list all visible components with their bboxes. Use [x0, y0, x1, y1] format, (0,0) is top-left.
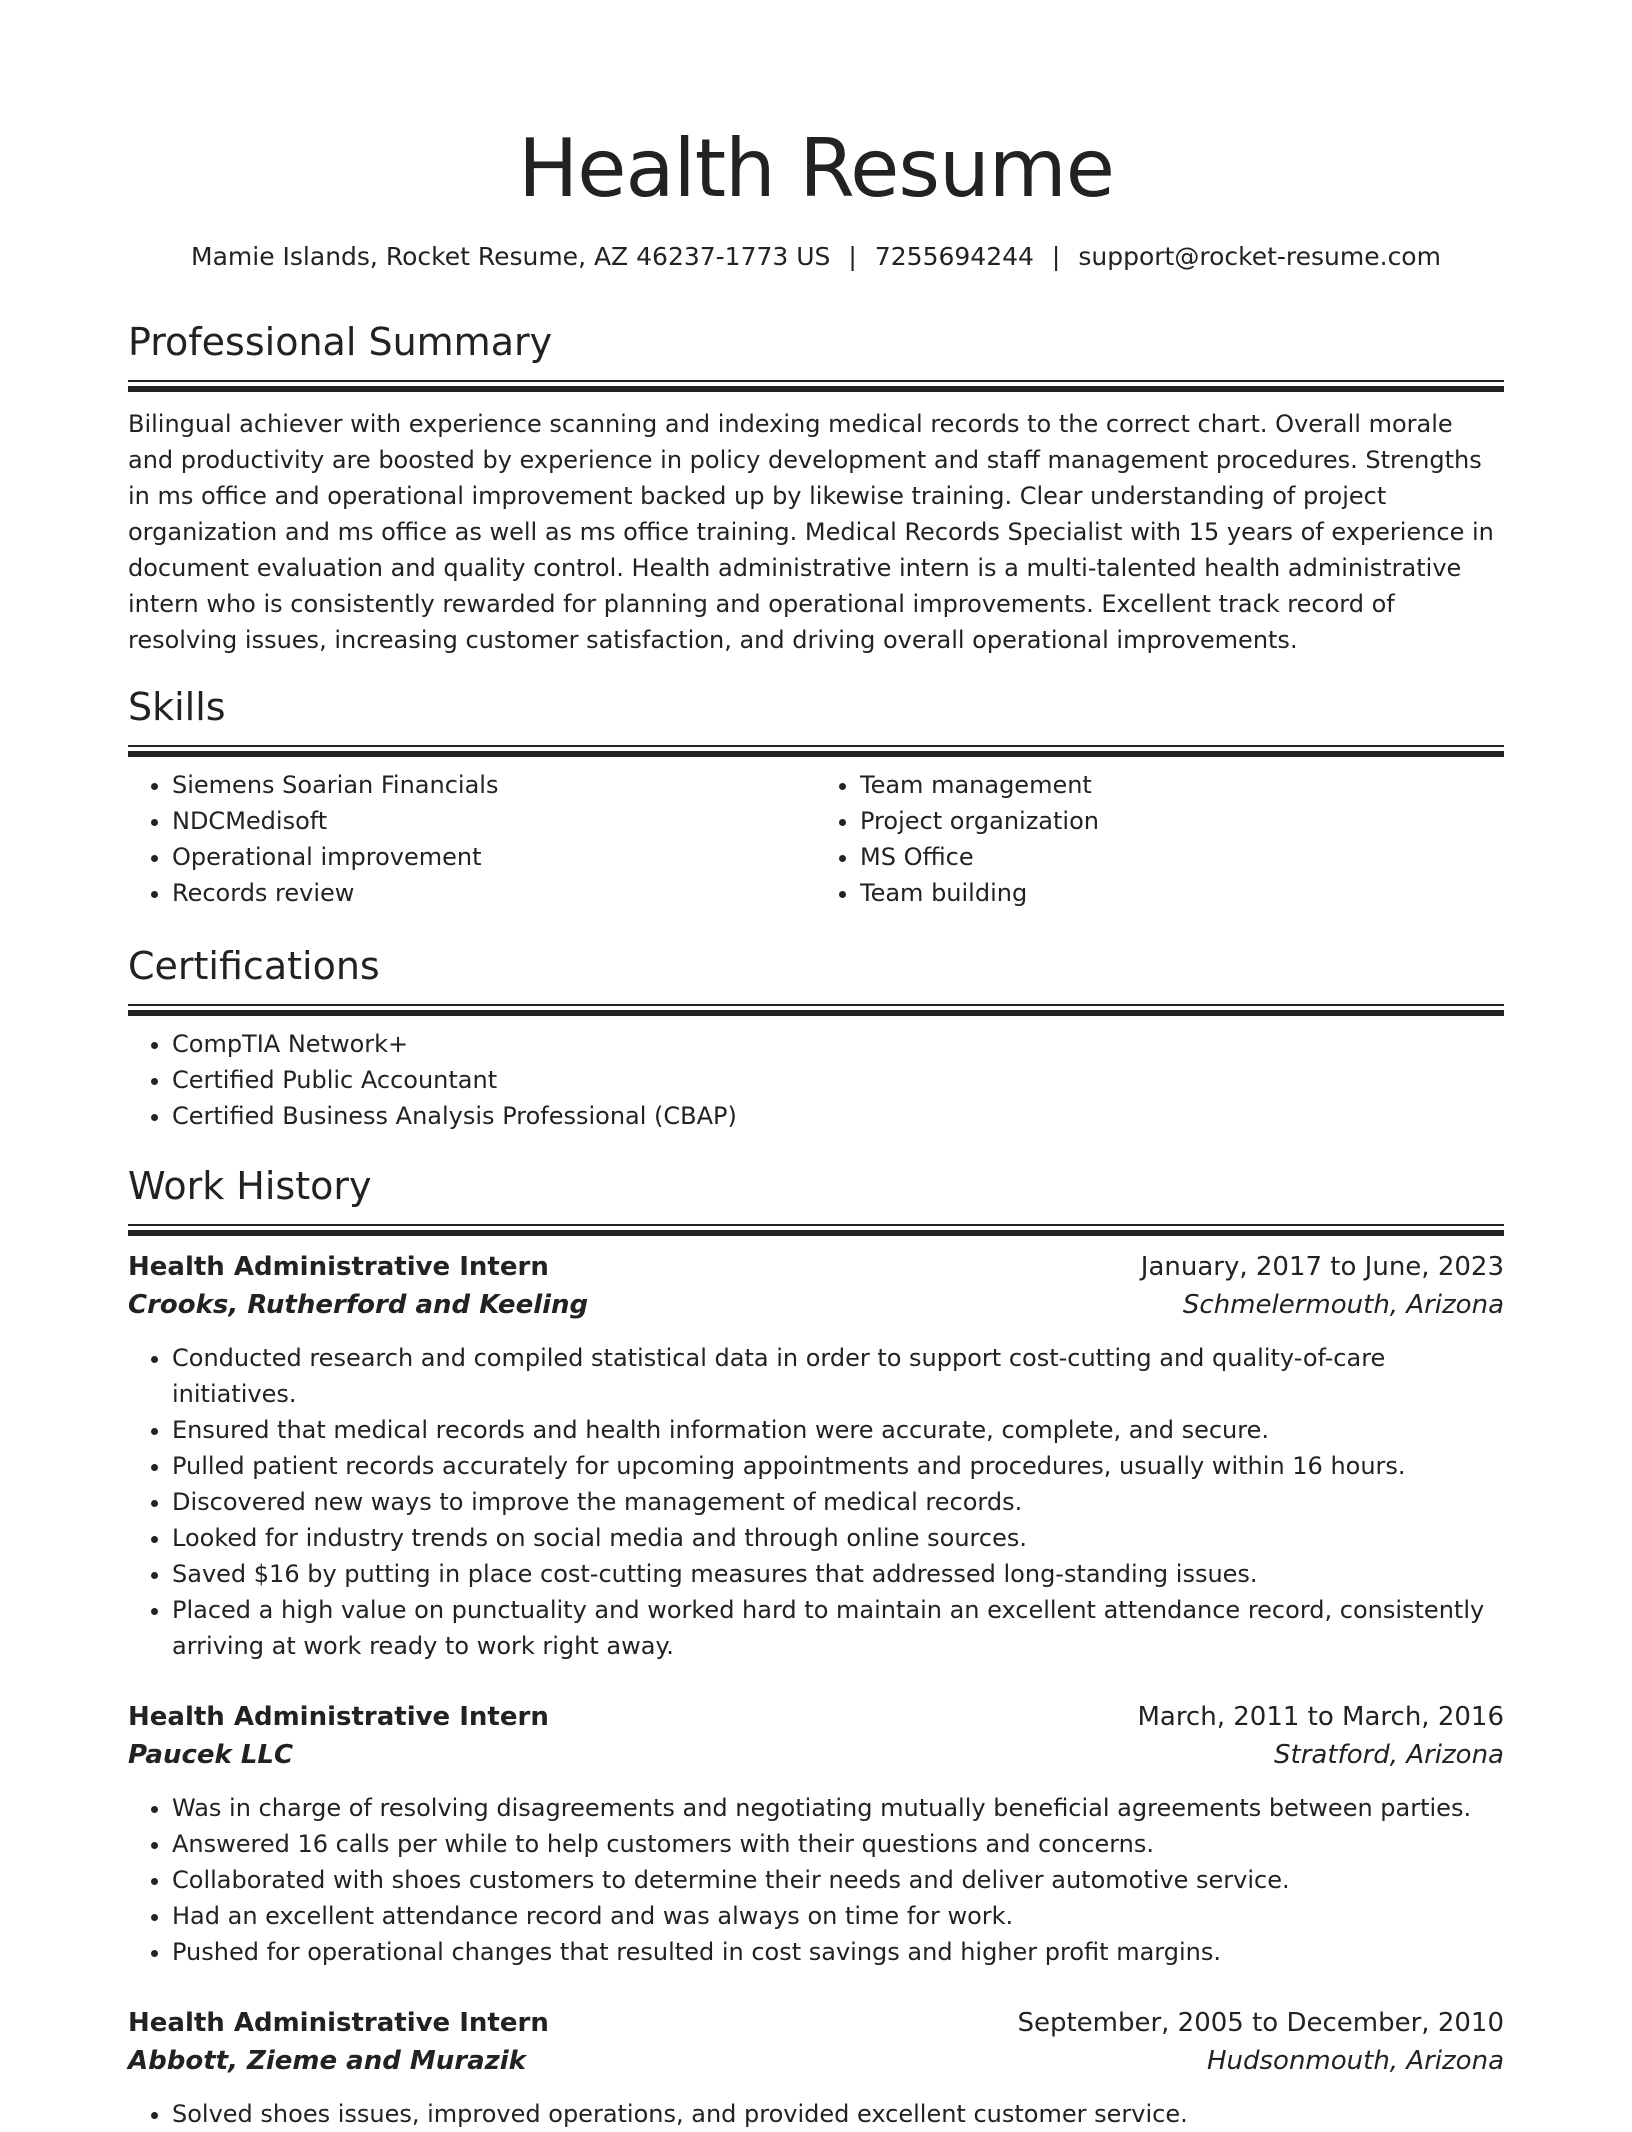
job-subheader [128, 1286, 1504, 1324]
job-bullet: • Collaborated with shoes customers to determine their needs and deliver automotive service. [172, 1862, 1504, 1898]
certification-item: • CompTIA Network+ [172, 1026, 1504, 1062]
section-divider [128, 380, 1504, 390]
section-divider [128, 1224, 1504, 1234]
job-bullet: • Ensured that medical records and health information were accurate, complete, and secure. [172, 1412, 1504, 1448]
resume-title: Health Resume [518, 122, 1114, 215]
skills-section [128, 683, 1504, 911]
skill-item: • Project organization [860, 803, 1504, 839]
job-entry [128, 1248, 1504, 1664]
resume-content [128, 0, 1504, 2128]
contact-address: Mamie Islands, Rocket Resume, AZ 46237-1773 US [191, 242, 831, 271]
job-bullet: • Pushed for operational changes that resulted in cost savings and higher profit margins. [172, 1934, 1504, 1970]
job-company: Paucek LLC [128, 1740, 294, 1770]
skill-item: • Team building [860, 875, 1504, 911]
job-title: Health Administrative Intern [128, 1702, 549, 1732]
section-divider [128, 745, 1504, 755]
skill-item: • NDCMedisoft [172, 803, 816, 839]
certification-item: • Certified Public Accountant [172, 1062, 1504, 1098]
section-heading: Professional Summary [128, 320, 553, 364]
job-location: Stratford, Arizona [1274, 1740, 1504, 1770]
job-location: Hudsonmouth, Arizona [1206, 2046, 1504, 2076]
job-company: Abbott, Zieme and Murazik [128, 2046, 526, 2076]
job-bullet: • Was in charge of resolving disagreements and negotiating mutually beneficial agreements between parties. [172, 1790, 1504, 1826]
contact-phone: 7255694244 [874, 242, 1034, 271]
job-bullets [128, 2096, 1504, 2132]
job-bullets [128, 1340, 1504, 1664]
professional-summary-section [128, 318, 1504, 682]
skills-list-left [128, 767, 816, 911]
job-bullet: • Discovered new ways to improve the management of medical records. [172, 1484, 1504, 1520]
certification-item: • Certified Business Analysis Professional (CBAP) [172, 1098, 1504, 1134]
job-dates: September, 2005 to December, 2010 [1017, 2008, 1504, 2038]
skills-column-right [816, 767, 1504, 911]
job-company: Crooks, Rutherford and Keeling [128, 1290, 589, 1320]
section-heading: Certifications [128, 944, 380, 988]
job-bullet: • Pulled patient records accurately for upcoming appointments and procedures, usually within 16 hours. [172, 1448, 1504, 1484]
certifications-list [128, 1026, 1504, 1134]
skills-column-left [128, 767, 816, 911]
contact-separator: | [848, 242, 857, 271]
contact-line [128, 240, 1504, 274]
job-dates: January, 2017 to June, 2023 [1140, 1252, 1504, 1282]
job-bullet: • Placed a high value on punctuality and worked hard to maintain an excellent attendance record, consistently arriving at work ready to work right away. [172, 1592, 1504, 1664]
job-subheader [128, 2042, 1504, 2080]
skill-item: • Siemens Soarian Financials [172, 767, 816, 803]
job-dates: March, 2011 to March, 2016 [1137, 1702, 1504, 1732]
job-entry [128, 2004, 1504, 2132]
certifications-section [128, 942, 1504, 1134]
job-bullet: • Conducted research and compiled statistical data in order to support cost-cutting and quality-of-care initiatives. [172, 1340, 1504, 1412]
section-heading: Work History [128, 1164, 372, 1208]
work-history-section [128, 1162, 1504, 2132]
job-bullet: • Solved shoes issues, improved operations, and provided excellent customer service. [172, 2096, 1504, 2132]
skill-item: • Team management [860, 767, 1504, 803]
job-entry [128, 1698, 1504, 1970]
job-header [128, 2004, 1504, 2042]
job-location: Schmelermouth, Arizona [1182, 1290, 1504, 1320]
contact-separator: | [1051, 242, 1061, 271]
section-heading: Skills [128, 685, 226, 729]
job-bullet: • Had an excellent attendance record and was always on time for work. [172, 1898, 1504, 1934]
job-subheader [128, 1736, 1504, 1774]
skill-item: • Operational improvement [172, 839, 816, 875]
summary-text: Bilingual achiever with experience scanning and indexing medical records to the correct chart. Overall morale and productivity are boosted by experience in policy development and staff management procedures. Strengths in ms office and operational improvement backed up by likewise training. Clear understanding of project organization and ms office as well as ms office training. Medical Records Specialist with 15 years of experience in document evaluation and quality control. Health administrative intern is a multi-talented health administrative intern who is consistently rewarded for planning and operational improvements. Excellent track record of resolving issues, increasing customer satisfaction, and driving overall operational improvements. [128, 410, 1494, 654]
job-title: Health Administrative Intern [128, 2008, 549, 2038]
skills-list-right [816, 767, 1504, 911]
job-bullet: • Answered 16 calls per while to help customers with their questions and concerns. [172, 1826, 1504, 1862]
job-header [128, 1698, 1504, 1736]
job-bullet: • Saved $16 by putting in place cost-cutting measures that addressed long-standing issues. [172, 1556, 1504, 1592]
skills-grid [128, 767, 1504, 911]
job-bullet: • Looked for industry trends on social media and through online sources. [172, 1520, 1504, 1556]
contact-email: support@rocket-resume.com [1078, 242, 1441, 271]
job-header [128, 1248, 1504, 1286]
job-title: Health Administrative Intern [128, 1252, 549, 1282]
skill-item: • Records review [172, 875, 816, 911]
section-divider [128, 1004, 1504, 1014]
skill-item: • MS Office [860, 839, 1504, 875]
job-bullets [128, 1790, 1504, 1970]
